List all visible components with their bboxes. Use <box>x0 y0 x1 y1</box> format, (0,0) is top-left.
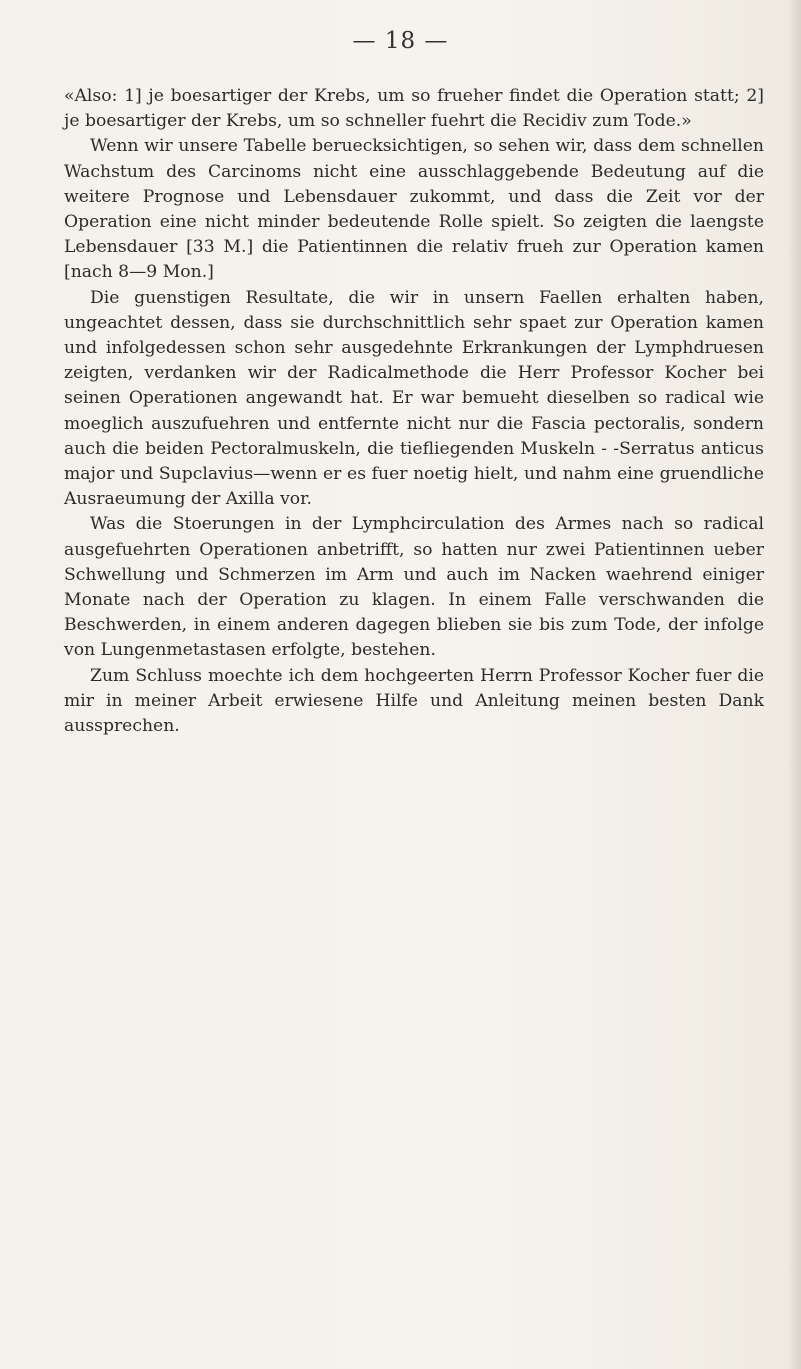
page-edge-shadow <box>787 0 801 1369</box>
paragraph-quote: «Also: 1] je boesartiger der Krebs, um so frueher findet die Operation statt; 2] je boesartiger der Krebs, um so schneller fuehrt die Recidiv zum Tode.» <box>64 86 764 132</box>
paragraph-tabelle: Wenn wir unsere Tabelle beruecksichtigen, so sehen wir, dass dem schnellen Wachstum des Carcinoms nicht eine ausschlaggebende Bedeutung auf die weitere Prognose und Lebensdauer zukommt, und dass die Zeit vor der Operation eine nicht minder bedeutende Rolle spielt. So zeigten die laengste Lebensdauer [33 M.] die Patientinnen die relativ frueh zur Operation kamen [nach 8—9 Mon.] <box>64 136 764 283</box>
paragraph-stoerungen: Was die Stoerungen in der Lymphcirculation des Armes nach so radical ausgefuehrten Operationen anbetrifft, so hatten nur zwei Patientinnen ueber Schwellung und Schmerzen im Arm und auch im Nacken waehrend einiger Monate nach der Operation zu klagen. In einem Falle verschwanden die Beschwerden, in einem anderen dagegen blieben sie bis zum Tode, der infolge von Lungenmetastasen erfolgte, bestehen. <box>64 514 764 661</box>
page-number: — 18 — <box>352 28 449 54</box>
body-text <box>64 84 764 739</box>
paragraph-resultate: Die guenstigen Resultate, die wir in unsern Faellen erhalten haben, ungeachtet dessen, dass sie durchschnittlich sehr spaet zur Operation kamen und infolgedessen schon sehr ausgedehnte Erkrankungen der Lymphdruesen zeigten, verdanken wir der Radicalmethode die Herr Professor Kocher bei seinen Operationen angewandt hat. Er war bemueht dieselben so radical wie moeglich auszufuehren und entfernte nicht nur die Fascia pectoralis, sondern auch die beiden Pectoralmuskeln, die tiefliegenden Muskeln - -Serratus anticus major und Supclavius—wenn er es fuer noetig hielt, und nahm eine gruendliche Ausraeumung der Axilla vor. <box>64 287 764 510</box>
paragraph-dank: Zum Schluss moechte ich dem hochgeerten Herrn Professor Kocher fuer die mir in meiner Arbeit erwiesene Hilfe und Anleitung meinen besten Dank aussprechen. <box>64 665 764 737</box>
